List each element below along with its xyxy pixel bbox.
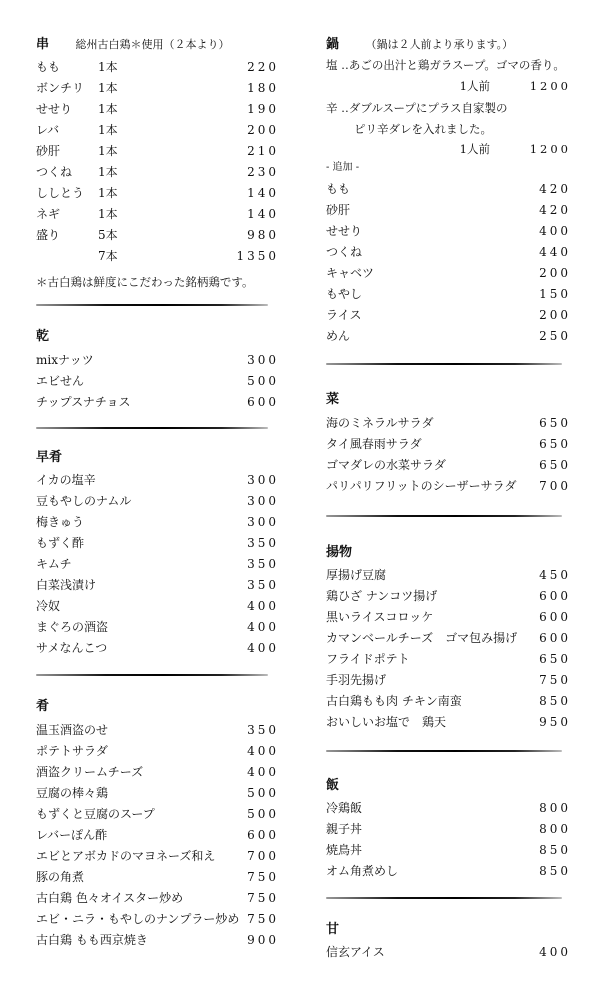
menu-item xyxy=(326,943,571,961)
item-price: 600 xyxy=(247,395,279,409)
item-price: 400 xyxy=(539,224,571,238)
item-name: カマンベールチーズ ゴマ包み揚げ xyxy=(326,631,518,645)
menu-item xyxy=(36,889,279,907)
item-price: 400 xyxy=(247,641,279,655)
item-name: 信玄アイス xyxy=(326,945,385,959)
item-name: ししとう xyxy=(36,186,85,200)
item-price: 350 xyxy=(247,723,279,737)
item-name: オム角煮めし xyxy=(326,864,399,878)
item-name: タイ風春雨サラダ xyxy=(326,437,422,451)
item-price: 850 xyxy=(539,864,571,878)
menu-item xyxy=(326,264,571,282)
item-price: 420 xyxy=(539,203,571,217)
section-sai-header xyxy=(326,388,339,407)
menu-item xyxy=(36,805,279,823)
menu-item xyxy=(326,306,571,324)
item-name: 手羽先揚げ xyxy=(326,673,387,687)
item-qty: 7本 xyxy=(98,249,118,263)
item-price: 300 xyxy=(247,353,279,367)
item-price: 650 xyxy=(539,437,571,451)
item-price: 1200 xyxy=(529,142,571,156)
section-title: 早肴 xyxy=(36,450,63,465)
item-name: レバーぽん酢 xyxy=(36,828,108,842)
item-name: もやし xyxy=(326,287,363,301)
menu-item xyxy=(326,435,571,453)
item-name: もも xyxy=(36,60,61,74)
section-kan-header xyxy=(36,325,49,344)
section-divider xyxy=(36,427,268,429)
item-name: 白菜浅漬け xyxy=(36,578,97,592)
menu-item xyxy=(36,372,279,390)
menu-item xyxy=(326,327,571,345)
menu-item xyxy=(36,597,279,615)
section-title: 肴 xyxy=(36,699,50,714)
item-name: 豚の角煮 xyxy=(36,870,85,884)
item-name: パリパリフリットのシーザーサラダ xyxy=(326,479,517,493)
item-price: 600 xyxy=(539,610,571,624)
item-name: イカの塩辛 xyxy=(36,473,96,487)
item-name: 海のミネラルサラダ xyxy=(326,416,434,430)
menu-item xyxy=(36,121,279,139)
section-kushi-header xyxy=(36,33,230,52)
item-price: 400 xyxy=(247,744,279,758)
item-name: まぐろの酒盗 xyxy=(36,620,109,634)
section-title: 菜 xyxy=(326,392,340,407)
menu-item xyxy=(36,721,279,739)
item-price: 400 xyxy=(247,620,279,634)
item-qty: 5本 xyxy=(98,228,118,242)
menu-item xyxy=(326,587,571,605)
section-divider xyxy=(36,674,268,676)
item-price: 210 xyxy=(247,144,279,158)
item-price: 600 xyxy=(539,631,571,645)
item-name: キムチ xyxy=(36,557,72,571)
item-name: 温玉酒盗のせ xyxy=(36,723,109,737)
section-agemono-header xyxy=(326,541,352,560)
item-name: 親子丼 xyxy=(326,822,363,836)
item-price: 750 xyxy=(247,891,279,905)
item-price: 440 xyxy=(539,245,571,259)
section-note: 総州古白鶏＊使用（２本より） xyxy=(75,38,230,51)
menu-item xyxy=(326,201,571,219)
menu-item xyxy=(36,784,279,802)
item-name: ネギ xyxy=(36,207,61,221)
item-price: 650 xyxy=(539,458,571,472)
item-price: 700 xyxy=(247,849,279,863)
section-hayasakana-header xyxy=(36,446,62,465)
item-name: 黒いライスコロッケ xyxy=(326,610,434,624)
menu-item xyxy=(326,477,571,495)
item-name: 古白鶏 もも西京焼き xyxy=(36,933,148,947)
section-title: 飯 xyxy=(326,778,340,793)
item-name: もずくと豆腐のスープ xyxy=(36,807,155,821)
menu-item xyxy=(326,862,571,880)
menu-item xyxy=(326,608,571,626)
item-price: 500 xyxy=(247,786,279,800)
item-name: ポテトサラダ xyxy=(36,744,108,758)
item-price: 500 xyxy=(247,374,279,388)
item-name: つくね xyxy=(326,245,363,259)
section-divider xyxy=(326,750,562,752)
menu-item xyxy=(36,492,279,510)
item-price: 600 xyxy=(247,828,279,842)
item-name: 豆腐の棒々鶏 xyxy=(36,786,109,800)
menu-item xyxy=(36,471,279,489)
item-name: ボンチリ xyxy=(36,81,85,95)
item-qty: 1本 xyxy=(98,81,118,95)
item-name: 鶏ひざ ナンコツ揚げ xyxy=(326,589,438,603)
item-qty: 1本 xyxy=(98,165,118,179)
section-title: 甘 xyxy=(326,922,340,937)
menu-item xyxy=(36,247,279,265)
menu-item xyxy=(36,763,279,781)
nabe-shio-description: 塩 ‥あごの出汁と鶏ガラスープ。ゴマの香り。 xyxy=(326,58,565,72)
menu-item xyxy=(326,456,571,474)
item-price: 230 xyxy=(247,165,279,179)
item-name: 盛り xyxy=(36,228,61,242)
menu-item xyxy=(36,205,279,223)
item-qty: 1本 xyxy=(98,123,118,137)
menu-item xyxy=(36,639,279,657)
item-name: 古白鶏もも肉 チキン南蛮 xyxy=(326,694,462,708)
menu-item xyxy=(36,931,279,949)
item-price: 180 xyxy=(247,81,279,95)
item-name: キャベツ xyxy=(326,266,375,280)
addon-label: - 追加 - xyxy=(326,162,360,173)
section-amai-header xyxy=(326,918,339,937)
item-name: エビとアボカドのマヨネーズ和え xyxy=(36,849,216,863)
item-price: 600 xyxy=(539,589,571,603)
item-name: 砂肝 xyxy=(36,144,61,158)
item-price: 250 xyxy=(539,329,571,343)
item-price: 850 xyxy=(539,694,571,708)
menu-item xyxy=(36,576,279,594)
menu-item xyxy=(36,184,279,202)
serving-size: 1人前 xyxy=(459,142,490,156)
menu-item xyxy=(36,351,279,369)
item-name: ライス xyxy=(326,308,362,322)
item-price: 300 xyxy=(247,515,279,529)
item-name: 冷奴 xyxy=(36,599,61,613)
item-price: 400 xyxy=(539,945,571,959)
section-title: 揚物 xyxy=(326,545,353,560)
menu-item xyxy=(36,742,279,760)
menu-item xyxy=(36,393,279,411)
item-price: 800 xyxy=(539,801,571,815)
item-name: フライドポテト xyxy=(326,652,410,666)
item-price: 420 xyxy=(539,182,571,196)
item-price: 300 xyxy=(247,473,279,487)
menu-item xyxy=(326,820,571,838)
item-name: サメなんこつ xyxy=(36,641,108,655)
menu-item xyxy=(36,79,279,97)
section-divider xyxy=(36,304,268,306)
serving-size: 1人前 xyxy=(459,79,490,93)
item-price: 200 xyxy=(539,308,571,322)
menu-item xyxy=(326,243,571,261)
menu-item xyxy=(326,180,571,198)
item-price: 350 xyxy=(247,536,279,550)
section-title: 串 xyxy=(36,37,50,52)
section-divider xyxy=(326,897,562,899)
section-nabe-header xyxy=(326,33,513,52)
item-name: おいしいお塩で 鶏天 xyxy=(326,715,447,729)
item-name: 梅きゅう xyxy=(36,515,85,529)
menu-item xyxy=(326,629,571,647)
menu-item xyxy=(326,650,571,668)
menu-item xyxy=(36,513,279,531)
menu-item xyxy=(36,142,279,160)
section-divider xyxy=(326,515,562,517)
section-meshi-header xyxy=(326,774,339,793)
menu-item xyxy=(326,692,571,710)
item-name: チップスナチョス xyxy=(36,395,131,409)
menu-item xyxy=(36,826,279,844)
item-price: 980 xyxy=(247,228,279,242)
section-divider xyxy=(326,363,562,365)
item-price: 400 xyxy=(247,599,279,613)
item-name: めん xyxy=(326,329,351,343)
menu-item xyxy=(326,285,571,303)
menu-item xyxy=(326,799,571,817)
item-qty: 1本 xyxy=(98,102,118,116)
item-price: 750 xyxy=(539,673,571,687)
item-price: 140 xyxy=(247,207,279,221)
item-name: 厚揚げ豆腐 xyxy=(326,568,387,582)
item-qty: 1本 xyxy=(98,207,118,221)
item-price: 1350 xyxy=(236,249,279,263)
menu-item xyxy=(36,868,279,886)
menu-item xyxy=(36,58,279,76)
item-name: ゴマダレの水菜サラダ xyxy=(326,458,446,472)
section-sakana-header xyxy=(36,695,49,714)
nabe-kara-description-2: ピリ辛ダレを入れました。 xyxy=(354,122,492,136)
menu-item xyxy=(36,847,279,865)
menu-item xyxy=(36,226,279,244)
item-price: 650 xyxy=(539,416,571,430)
menu-item xyxy=(326,671,571,689)
item-qty: 1本 xyxy=(98,60,118,74)
menu-item xyxy=(326,222,571,240)
item-price: 400 xyxy=(247,765,279,779)
item-name: 砂肝 xyxy=(326,203,351,217)
item-price: 350 xyxy=(247,557,279,571)
item-name: せせり xyxy=(326,224,363,238)
item-name: エビ・ニラ・もやしのナンプラー炒め xyxy=(36,912,240,926)
kushi-footnote: ＊古白鶏は鮮度にこだわった銘柄鶏です。 xyxy=(36,275,254,289)
item-name: mixナッツ xyxy=(36,353,94,367)
item-qty: 1本 xyxy=(98,144,118,158)
item-price: 850 xyxy=(539,843,571,857)
menu-item xyxy=(326,566,571,584)
item-price: 200 xyxy=(247,123,279,137)
item-price: 350 xyxy=(247,578,279,592)
item-name: 酒盗クリームチーズ xyxy=(36,765,144,779)
item-price: 140 xyxy=(247,186,279,200)
item-name: 焼鳥丼 xyxy=(326,843,363,857)
item-name: つくね xyxy=(36,165,73,179)
menu-item xyxy=(36,910,279,928)
item-price: 700 xyxy=(539,479,571,493)
menu-item xyxy=(36,163,279,181)
nabe-kara-description: 辛 ‥ダブルスープにプラス自家製の xyxy=(326,101,508,115)
item-price: 950 xyxy=(539,715,571,729)
item-price: 500 xyxy=(247,807,279,821)
item-name: 豆もやしのナムル xyxy=(36,494,132,508)
section-note: （鍋は２人前より承ります。） xyxy=(365,38,514,51)
item-name: レバ xyxy=(36,123,60,137)
item-price: 650 xyxy=(539,652,571,666)
menu-item xyxy=(36,555,279,573)
item-name: せせり xyxy=(36,102,73,116)
item-qty: 1本 xyxy=(98,186,118,200)
menu-item xyxy=(326,841,571,859)
menu-item xyxy=(36,618,279,636)
item-price: 300 xyxy=(247,494,279,508)
item-name: 冷鶏飯 xyxy=(326,801,363,815)
section-title: 乾 xyxy=(36,329,50,344)
menu-item xyxy=(36,534,279,552)
item-price: 190 xyxy=(247,102,279,116)
item-price: 150 xyxy=(539,287,571,301)
item-price: 220 xyxy=(247,60,279,74)
item-price: 1200 xyxy=(529,79,571,93)
item-price: 750 xyxy=(247,912,279,926)
item-name: もずく酢 xyxy=(36,536,85,550)
item-price: 450 xyxy=(539,568,571,582)
item-price: 800 xyxy=(539,822,571,836)
section-title: 鍋 xyxy=(326,37,340,52)
nabe-kara-price-line xyxy=(326,140,571,158)
item-price: 750 xyxy=(247,870,279,884)
item-name: もも xyxy=(326,182,351,196)
item-price: 200 xyxy=(539,266,571,280)
item-price: 900 xyxy=(247,933,279,947)
menu-item xyxy=(36,100,279,118)
menu-item xyxy=(326,414,571,432)
menu-item xyxy=(326,713,571,731)
item-name: エビせん xyxy=(36,374,85,388)
item-name: 古白鶏 色々オイスター炒め xyxy=(36,891,184,905)
nabe-shio-price-line xyxy=(326,77,571,95)
